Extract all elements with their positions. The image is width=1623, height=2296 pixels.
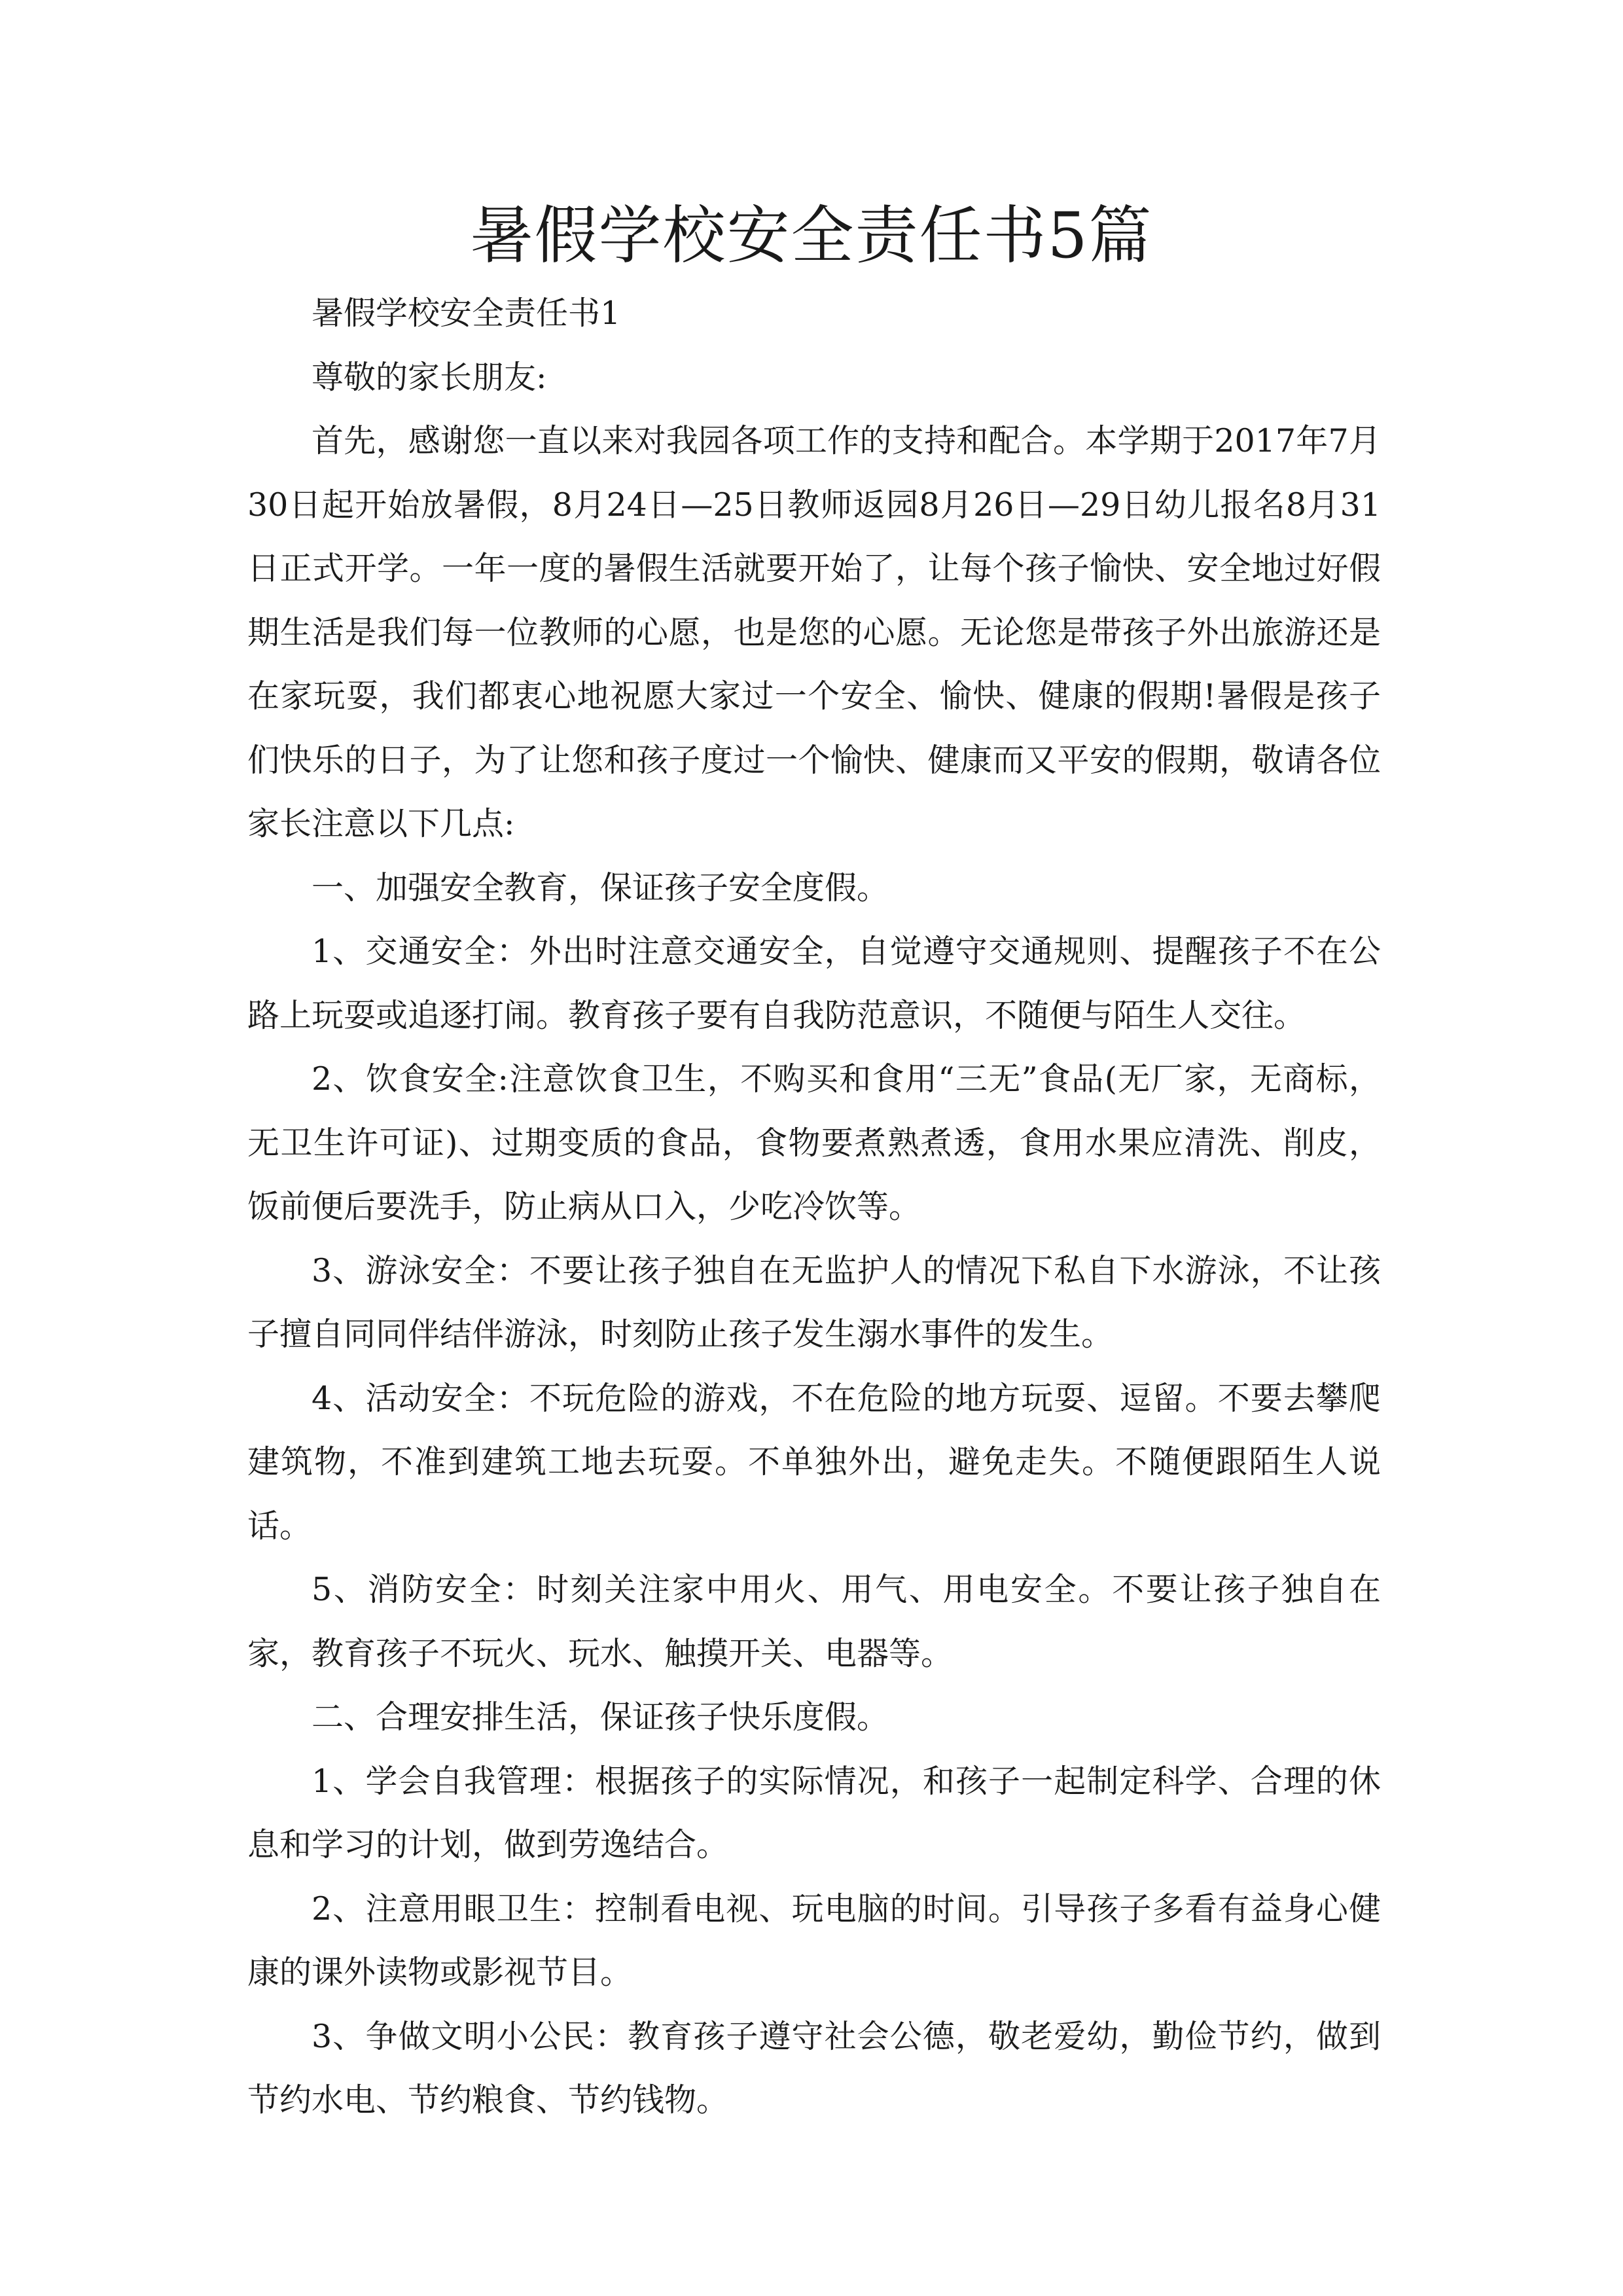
document-title: 暑假学校安全责任书5篇 bbox=[470, 199, 1153, 272]
document-body bbox=[247, 281, 1381, 2132]
section-heading-safety: 一、加强安全教育，保证孩子安全度假。 bbox=[312, 869, 889, 906]
self-management-paragraph: 1、学会自我管理：根据孩子的实际情况，和孩子一起制定科学、合理的休息和学习的计划，做到劳逸结合。 bbox=[247, 1762, 1381, 1863]
subtitle-paragraph: 暑假学校安全责任书1 bbox=[312, 295, 621, 332]
food-safety-paragraph: 2、饮食安全:注意饮食卫生，不购买和食用“三无”食品(无厂家，无商标，无卫生许可证)、过期变质的食品，食物要煮熟煮透，食用水果应清洗、削皮，饭前便后要洗手，防止病从口入，少吃冷饮等。 bbox=[247, 1060, 1381, 1225]
civility-paragraph: 3、争做文明小公民：教育孩子遵守社会公德，敬老爱幼，勤俭节约，做到节约水电、节约粮食、节约钱物。 bbox=[247, 2017, 1381, 2119]
fire-safety-paragraph: 5、消防安全：时刻关注家中用火、用气、用电安全。不要让孩子独自在家，教育孩子不玩火、玩水、触摸开关、电器等。 bbox=[247, 1571, 1381, 1672]
salutation-paragraph: 尊敬的家长朋友: bbox=[312, 358, 547, 396]
intro-paragraph: 首先，感谢您一直以来对我园各项工作的支持和配合。本学期于2017年7月30日起开始放暑假，8月24日—25日教师返园8月26日—29日幼儿报名8月31日正式开学。一年一度的暑假生活就要开始了，让每个孩子愉快、安全地过好假期生活是我们每一位教师的心愿，也是您的心愿。无论您是带孩子外出旅游还是在家玩耍，我们都衷心地祝愿大家过一个安全、愉快、健康的假期!暑假是孩子们快乐的日子，为了让您和孩子度过一个愉快、健康而又平安的假期，敬请各位家长注意以下几点: bbox=[247, 422, 1381, 842]
eye-health-paragraph: 2、注意用眼卫生：控制看电视、玩电脑的时间。引导孩子多看有益身心健康的课外读物或影视节目。 bbox=[247, 1890, 1381, 1991]
traffic-safety-paragraph: 1、交通安全：外出时注意交通安全，自觉遵守交通规则、提醒孩子不在公路上玩耍或追逐打闹。教育孩子要有自我防范意识，不随便与陌生人交往。 bbox=[247, 933, 1381, 1034]
swimming-safety-paragraph: 3、游泳安全：不要让孩子独自在无监护人的情况下私自下水游泳，不让孩子擅自同同伴结伴游泳，时刻防止孩子发生溺水事件的发生。 bbox=[247, 1251, 1381, 1353]
section-heading-life: 二、合理安排生活，保证孩子快乐度假。 bbox=[312, 1698, 889, 1736]
activity-safety-paragraph: 4、活动安全：不玩危险的游戏，不在危险的地方玩耍、逗留。不要去攀爬建筑物，不准到建筑工地去玩耍。不单独外出，避免走失。不随便跟陌生人说话。 bbox=[247, 1379, 1381, 1545]
